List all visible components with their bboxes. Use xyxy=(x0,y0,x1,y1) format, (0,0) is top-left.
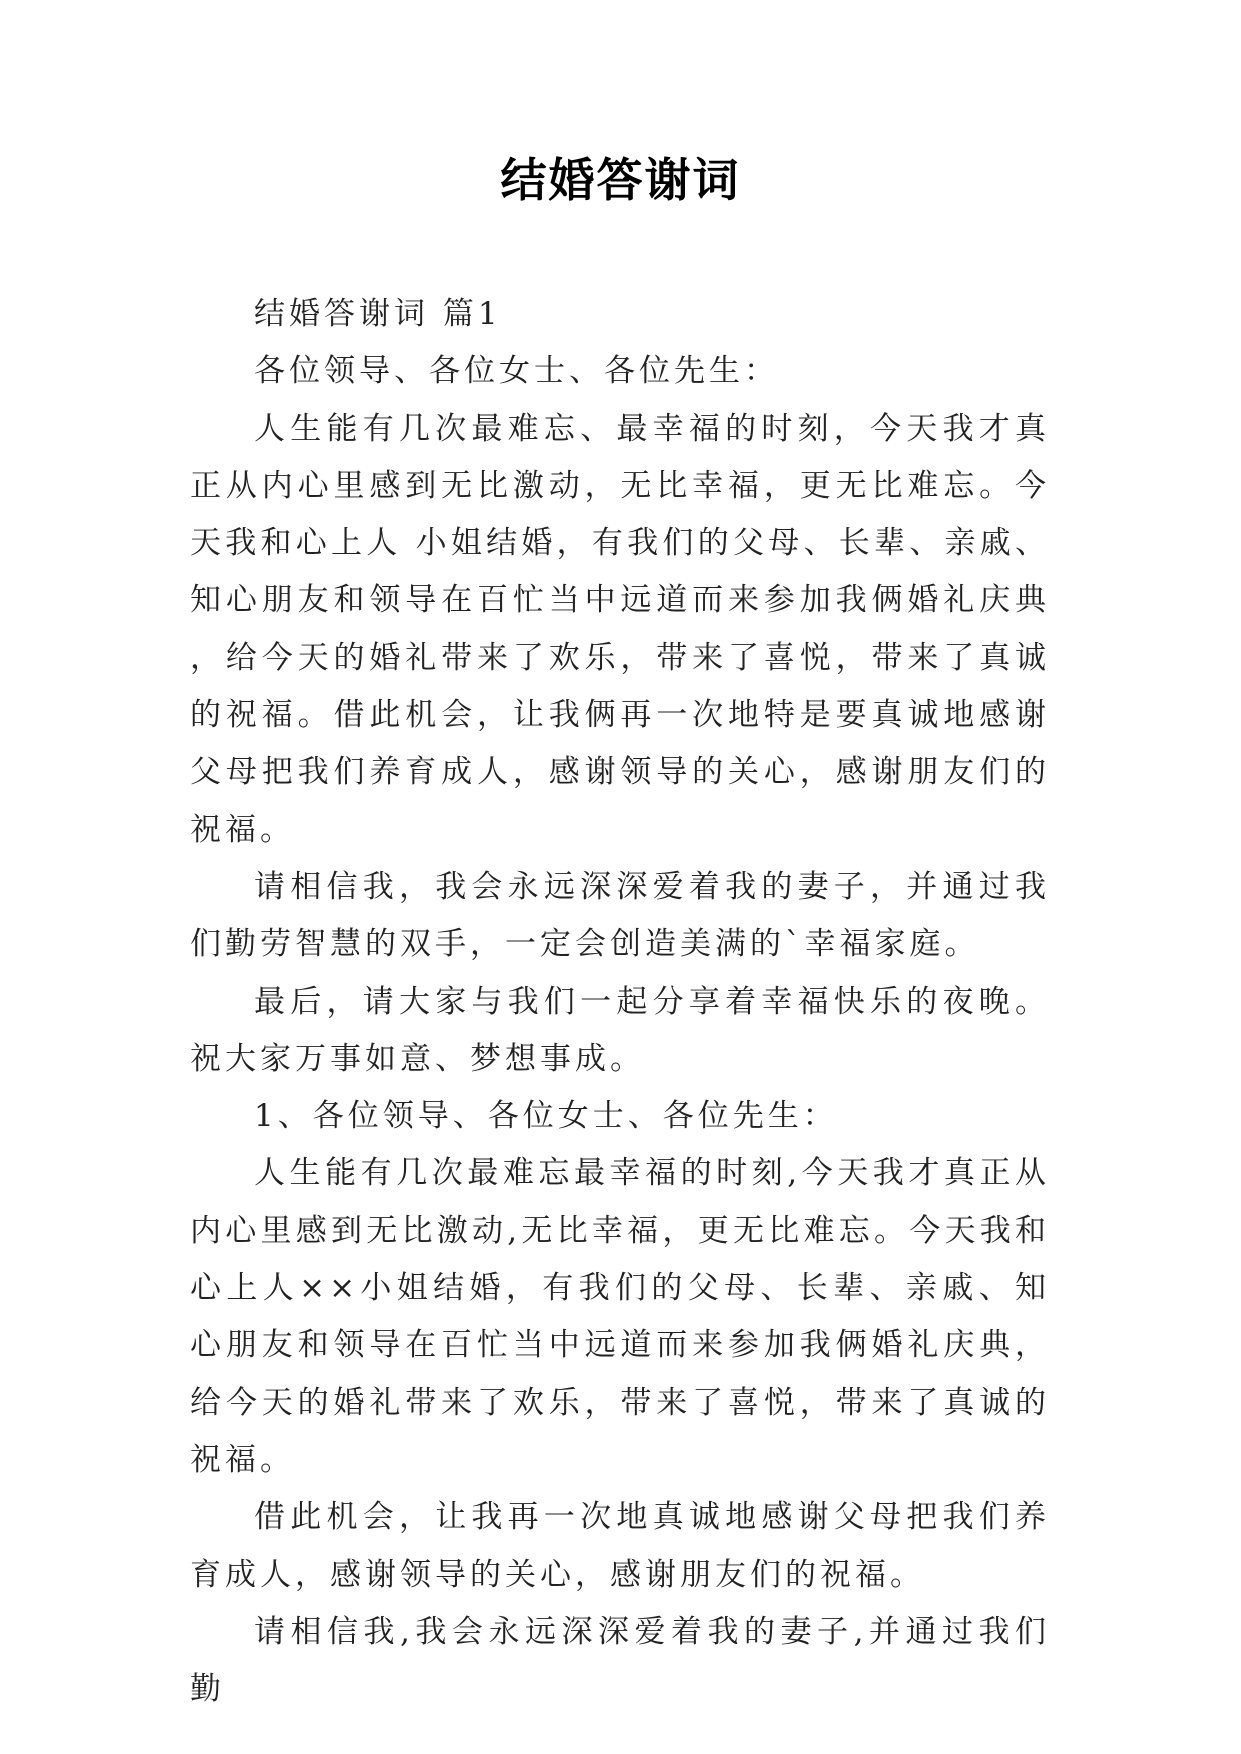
body-paragraph: 人生能有几次最难忘、最幸福的时刻，今天我才真正从内心里感到无比激动，无比幸福，更无比难忘。今天我和心上人 小姐结婚，有我们的父母、长辈、亲戚、知心朋友和领导在百忙当中远道而来参加我俩婚礼庆典，给今天的婚礼带来了欢乐，带来了喜悦，带来了真诚的祝福。借此机会，让我俩再一次地特是要真诚地感谢父母把我们养育成人，感谢领导的关心，感谢朋友们的祝福。 xyxy=(190,410,1050,848)
body-paragraph: 请相信我,我会永远深深爱着我的妻子,并通过我们勤 xyxy=(190,1613,1050,1708)
document-body xyxy=(190,286,1050,1718)
section-heading: 结婚答谢词 篇1 xyxy=(254,296,502,332)
document-title: 结婚答谢词 xyxy=(500,153,741,207)
body-paragraph: 最后，请大家与我们一起分享着幸福快乐的夜晚。祝大家万事如意、梦想事成。 xyxy=(190,983,1050,1077)
body-paragraph: 请相信我，我会永远深深爱着我的妻子，并通过我们勤劳智慧的双手，一定会创造美满的`幸福家庭。 xyxy=(190,868,1050,963)
body-paragraph: 借此机会，让我再一次地真诚地感谢父母把我们养育成人，感谢领导的关心，感谢朋友们的祝福。 xyxy=(190,1499,1050,1593)
salutation: 1、各位领导、各位女士、各位先生： xyxy=(254,1098,838,1135)
body-paragraph: 人生能有几次最难忘最幸福的时刻,今天我才真正从内心里感到无比激动,无比幸福，更无比难忘。今天我和心上人××小姐结婚，有我们的父母、长辈、亲戚、知心朋友和领导在百忙当中远道而来参加我俩婚礼庆典，给今天的婚礼带来了欢乐，带来了喜悦，带来了真诚的祝福。 xyxy=(190,1155,1050,1478)
salutation: 各位领导、各位女士、各位先生： xyxy=(254,353,779,390)
